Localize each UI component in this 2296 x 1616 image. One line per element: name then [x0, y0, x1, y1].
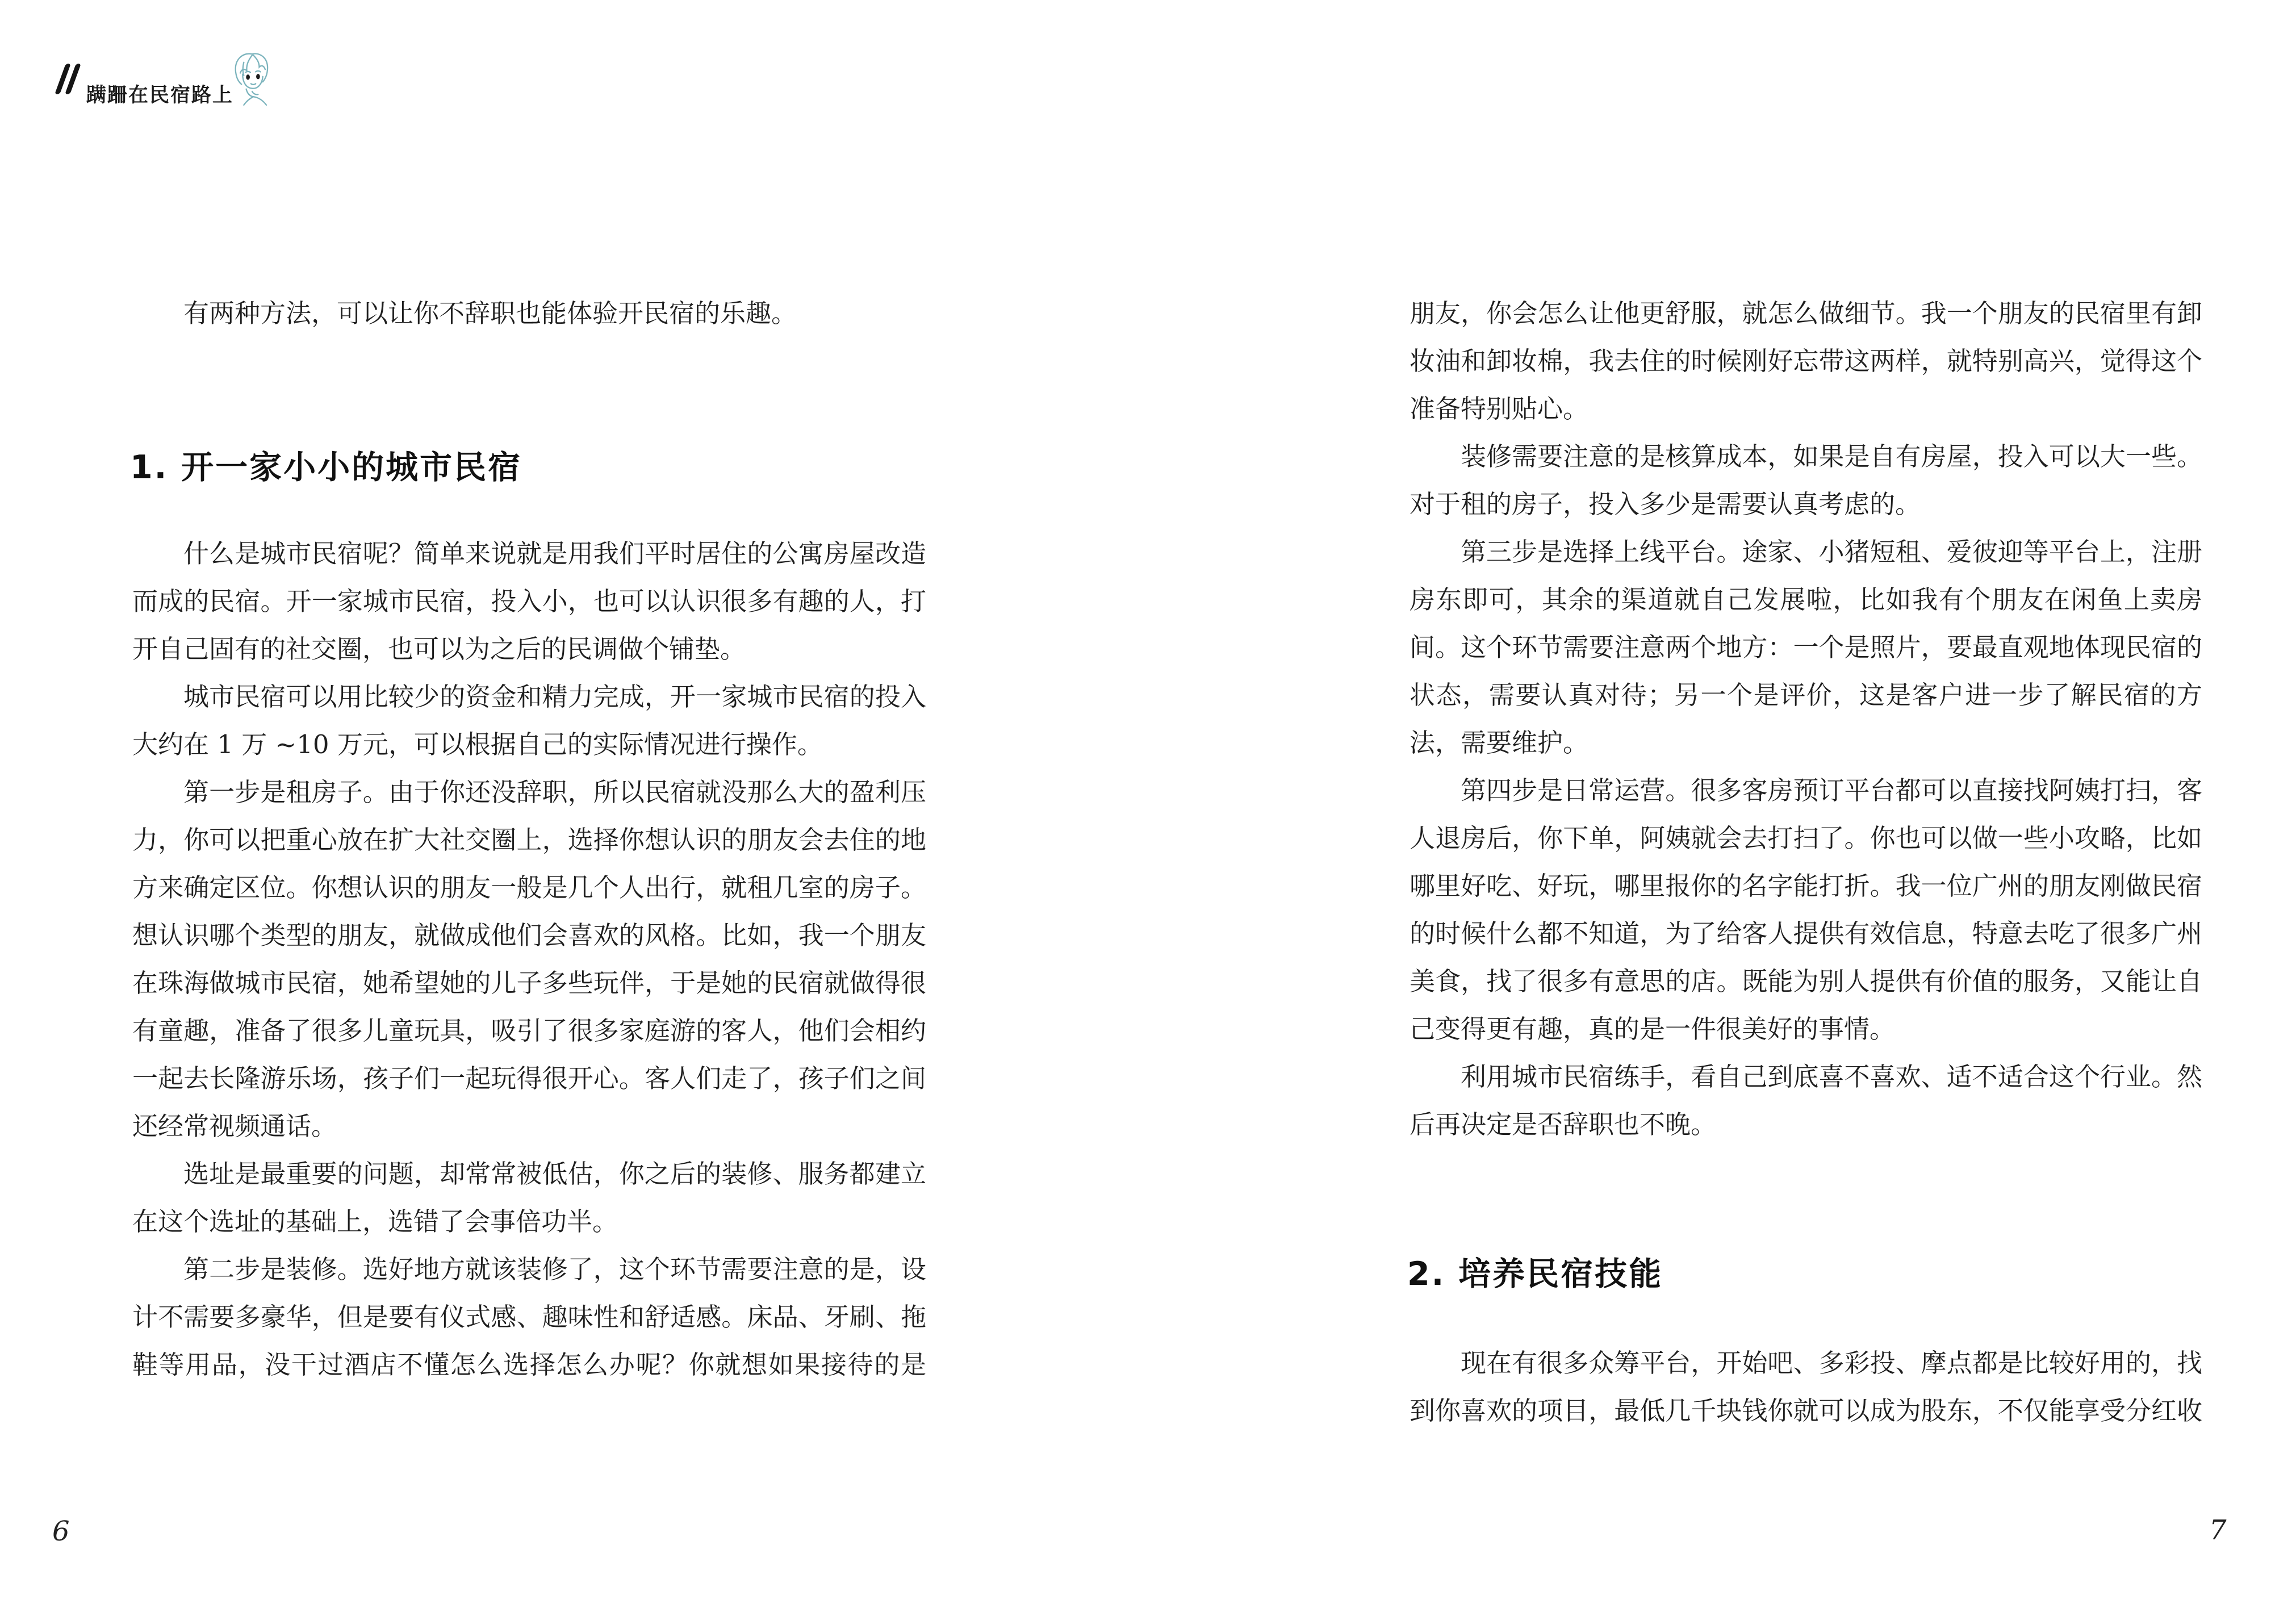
right-page — [1407, 0, 2202, 1616]
paragraph: 什么是城市民宿呢？简单来说就是用我们平时居住的公寓房屋改造而成的民宿。开一家城市民宿，投入小，也可以认识很多有趣的人，打开自己固有的社交圈，也可以为之后的民调做个铺垫。 — [132, 538, 926, 664]
paragraph-continues-next-page: 第二步是装修。选好地方就该装修了，这个环节需要注意的是，设计不需要多豪华，但是要有仪式感、趣味性和舒适感。床品、牙刷、拖鞋等用品，没干过酒店不懂怎么选择怎么办呢？你就想如果接待的是 — [132, 1254, 926, 1380]
paragraph: 利用城市民宿练手，看自己到底喜不喜欢、适不适合这个行业。然后再决定是否辞职也不晚。 — [1410, 1062, 2202, 1139]
page-number-left: 6 — [52, 1515, 70, 1547]
paragraph: 第三步是选择上线平台。途家、小猪短租、爱彼迎等平台上，注册房东即可，其余的渠道就自己发展啦，比如我有个朋友在闲鱼上卖房间。这个环节需要注意两个地方：一个是照片，要最直观地体现民宿的状态，需要认真对待；另一个是评价，这是客户进一步了解民宿的方法，需要维护。 — [1410, 537, 2202, 758]
right-page-body — [1410, 290, 2202, 1149]
running-head-title: 蹒跚在民宿路上 — [86, 83, 234, 107]
left-page — [132, 0, 926, 1616]
paragraph: 第四步是日常运营。很多客房预订平台都可以直接找阿姨打扫，客人退房后，你下单，阿姨就会去打扫了。你也可以做一些小攻略，比如哪里好吃、好玩，哪里报你的名字能打折。我一位广州的朋友刚做民宿的时候什么都不知道，为了给客人提供有效信息，特意去吃了很多广州美食，找了很多有意思的店。既能为别人提供有价值的服务，又能让自己变得更有趣，真的是一件很美好的事情。 — [1410, 775, 2202, 1044]
right-page-body-after-heading — [1410, 1339, 2202, 1435]
intro-paragraph: 有两种方法，可以让你不辞职也能体验开民宿的乐趣。 — [183, 298, 797, 328]
paragraph-continues-next-page: 现在有很多众筹平台，开始吧、多彩投、摩点都是比较好用的，找到你喜欢的项目，最低几千块钱你就可以成为股东，不仅能享受分红收 — [1410, 1348, 2202, 1426]
double-quote-mark-icon — [57, 64, 83, 100]
section-2-heading: 2. 培养民宿技能 — [1407, 1255, 1663, 1293]
paragraph-continued-from-prev-page: 朋友，你会怎么让他更舒服，就怎么做细节。我一个朋友的民宿里有卸妆油和卸妆棉，我去住的时候刚好忘带这两样，就特别高兴，觉得这个准备特别贴心。 — [1410, 298, 2202, 424]
paragraph: 选址是最重要的问题，却常常被低估，你之后的装修、服务都建立在这个选址的基础上，选错了会事倍功半。 — [132, 1159, 926, 1237]
paragraph: 装修需要注意的是核算成本，如果是自有房屋，投入可以大一些。对于租的房子，投入多少是需要认真考虑的。 — [1410, 441, 2202, 519]
page-number-right: 7 — [2209, 1514, 2227, 1546]
paragraph: 第一步是租房子。由于你还没辞职，所以民宿就没那么大的盈利压力，你可以把重心放在扩大社交圈上，选择你想认识的朋友会去住的地方来确定区位。你想认识的朋友一般是几个人出行，就租几室的房子。想认识哪个类型的朋友，就做成他们会喜欢的风格。比如，我一个朋友在珠海做城市民宿，她希望她的儿子多些玩伴，于是她的民宿就做得很有童趣，准备了很多儿童玩具，吸引了很多家庭游的客人，他们会相约一起去长隆游乐场，孩子们一起玩得很开心。客人们走了，孩子们之间还经常视频通话。 — [132, 777, 926, 1141]
left-page-body — [132, 530, 926, 1389]
section-1-heading: 1. 开一家小小的城市民宿 — [130, 449, 522, 486]
paragraph: 城市民宿可以用比较少的资金和精力完成，开一家城市民宿的投入大约在 1 万 ~10 万元，可以根据自己的实际情况进行操作。 — [132, 682, 926, 759]
